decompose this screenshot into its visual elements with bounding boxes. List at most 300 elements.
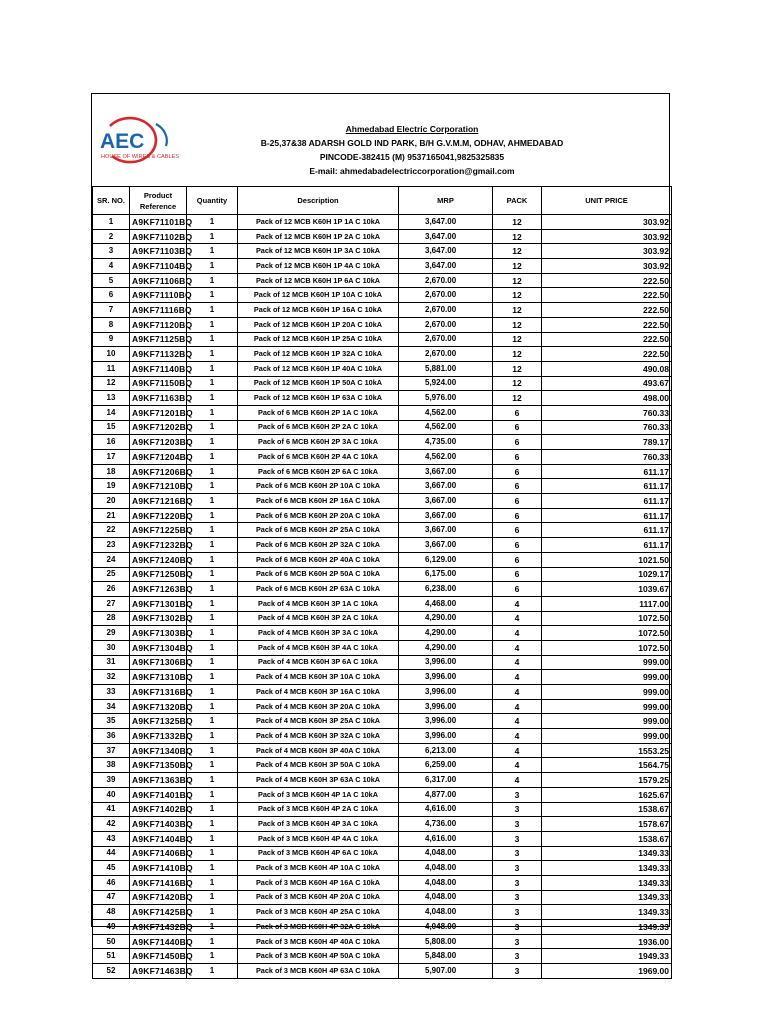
quantity-cell: 1 <box>187 890 238 905</box>
product-reference-cell: A9KF71216BQ <box>130 494 187 509</box>
description-cell: Pack of 12 MCB K60H 1P 16A C 10kA <box>238 303 399 318</box>
mrp-cell: 3,647.00 <box>399 244 493 259</box>
product-reference-cell: A9KF71106BQ <box>130 273 187 288</box>
description-cell: Pack of 12 MCB K60H 1P 4A C 10kA <box>238 259 399 274</box>
table-row <box>93 817 672 832</box>
table-row <box>93 964 672 979</box>
unit-price-cell: 222.50 <box>542 347 672 362</box>
sr-no-cell: 26 <box>93 582 130 597</box>
product-reference-cell: A9KF71210BQ <box>130 479 187 494</box>
quantity-cell: 1 <box>187 611 238 626</box>
sr-no-cell: 48 <box>93 905 130 920</box>
product-reference-cell: A9KF71101BQ <box>130 215 187 230</box>
product-reference-cell: A9KF71416BQ <box>130 875 187 890</box>
pack-cell: 12 <box>493 391 542 406</box>
sr-no-cell: 4 <box>93 259 130 274</box>
pack-cell: 3 <box>493 817 542 832</box>
pack-cell: 12 <box>493 376 542 391</box>
sr-no-cell: 29 <box>93 626 130 641</box>
mrp-cell: 4,048.00 <box>399 905 493 920</box>
product-reference-cell: A9KF71304BQ <box>130 640 187 655</box>
sr-no-cell: 10 <box>93 347 130 362</box>
mrp-cell: 4,468.00 <box>399 596 493 611</box>
pack-cell: 12 <box>493 303 542 318</box>
product-reference-cell: A9KF71302BQ <box>130 611 187 626</box>
price-table <box>92 186 672 979</box>
table-row <box>93 523 672 538</box>
quantity-cell: 1 <box>187 714 238 729</box>
table-row <box>93 934 672 949</box>
pack-cell: 3 <box>493 920 542 935</box>
company-name: Ahmedabad Electric Corporation <box>345 124 479 134</box>
table-row <box>93 685 672 700</box>
mrp-cell: 2,670.00 <box>399 288 493 303</box>
quantity-cell: 1 <box>187 523 238 538</box>
quantity-cell: 1 <box>187 464 238 479</box>
table-row <box>93 743 672 758</box>
sr-no-cell: 31 <box>93 655 130 670</box>
sr-no-cell: 51 <box>93 949 130 964</box>
unit-price-cell: 1349.33 <box>542 861 672 876</box>
pack-cell: 6 <box>493 508 542 523</box>
pack-cell: 3 <box>493 949 542 964</box>
unit-price-cell: 1578.67 <box>542 817 672 832</box>
table-row <box>93 626 672 641</box>
quantity-cell: 1 <box>187 347 238 362</box>
mrp-cell: 6,317.00 <box>399 773 493 788</box>
mrp-cell: 4,877.00 <box>399 787 493 802</box>
description-cell: Pack of 4 MCB K60H 3P 25A C 10kA <box>238 714 399 729</box>
table-row <box>93 229 672 244</box>
logo-tagline: HOUSE OF WIRES & CABLES <box>101 154 180 160</box>
sr-no-cell: 41 <box>93 802 130 817</box>
product-reference-cell: A9KF71403BQ <box>130 817 187 832</box>
product-reference-cell: A9KF71206BQ <box>130 464 187 479</box>
table-row <box>93 846 672 861</box>
description-cell: Pack of 6 MCB K60H 2P 25A C 10kA <box>238 523 399 538</box>
table-row <box>93 787 672 802</box>
quantity-cell: 1 <box>187 787 238 802</box>
unit-price-cell: 760.33 <box>542 420 672 435</box>
unit-price-cell: 789.17 <box>542 435 672 450</box>
quantity-cell: 1 <box>187 567 238 582</box>
sr-no-cell: 1 <box>93 215 130 230</box>
mrp-cell: 3,996.00 <box>399 655 493 670</box>
sr-no-cell: 50 <box>93 934 130 949</box>
sr-no-cell: 11 <box>93 361 130 376</box>
sr-no-cell: 33 <box>93 685 130 700</box>
description-cell: Pack of 6 MCB K60H 2P 50A C 10kA <box>238 567 399 582</box>
unit-price-cell: 611.17 <box>542 538 672 553</box>
table-row <box>93 890 672 905</box>
unit-price-cell: 760.33 <box>542 450 672 465</box>
pack-cell: 3 <box>493 890 542 905</box>
table-row <box>93 802 672 817</box>
mrp-cell: 5,808.00 <box>399 934 493 949</box>
unit-price-cell: 611.17 <box>542 494 672 509</box>
mrp-cell: 3,647.00 <box>399 215 493 230</box>
sr-no-cell: 19 <box>93 479 130 494</box>
product-reference-cell: A9KF71263BQ <box>130 582 187 597</box>
table-row <box>93 288 672 303</box>
header-quantity: Quantity <box>187 187 238 215</box>
quantity-cell: 1 <box>187 817 238 832</box>
mrp-cell: 6,259.00 <box>399 758 493 773</box>
table-row <box>93 552 672 567</box>
pack-cell: 4 <box>493 758 542 773</box>
description-cell: Pack of 12 MCB K60H 1P 10A C 10kA <box>238 288 399 303</box>
pack-cell: 12 <box>493 288 542 303</box>
sr-no-cell: 22 <box>93 523 130 538</box>
quantity-cell: 1 <box>187 743 238 758</box>
product-reference-cell: A9KF71401BQ <box>130 787 187 802</box>
unit-price-cell: 1029.17 <box>542 567 672 582</box>
mrp-cell: 4,048.00 <box>399 920 493 935</box>
product-reference-cell: A9KF71316BQ <box>130 685 187 700</box>
mrp-cell: 3,996.00 <box>399 699 493 714</box>
pack-cell: 6 <box>493 582 542 597</box>
description-cell: Pack of 6 MCB K60H 2P 20A C 10kA <box>238 508 399 523</box>
description-cell: Pack of 12 MCB K60H 1P 3A C 10kA <box>238 244 399 259</box>
sr-no-cell: 37 <box>93 743 130 758</box>
company-address: B-25,37&38 ADARSH GOLD IND PARK, B/H G.V.M.M, ODHAV, AHMEDABAD <box>260 138 564 148</box>
sr-no-cell: 43 <box>93 831 130 846</box>
description-cell: Pack of 12 MCB K60H 1P 32A C 10kA <box>238 347 399 362</box>
description-cell: Pack of 4 MCB K60H 3P 50A C 10kA <box>238 758 399 773</box>
unit-price-cell: 303.92 <box>542 244 672 259</box>
product-reference-cell: A9KF71201BQ <box>130 405 187 420</box>
sr-no-cell: 44 <box>93 846 130 861</box>
description-cell: Pack of 4 MCB K60H 3P 6A C 10kA <box>238 655 399 670</box>
unit-price-cell: 1117.00 <box>542 596 672 611</box>
sr-no-cell: 27 <box>93 596 130 611</box>
mrp-cell: 6,213.00 <box>399 743 493 758</box>
mrp-cell: 6,175.00 <box>399 567 493 582</box>
product-reference-cell: A9KF71120BQ <box>130 317 187 332</box>
mrp-cell: 4,736.00 <box>399 817 493 832</box>
unit-price-cell: 611.17 <box>542 508 672 523</box>
mrp-cell: 3,667.00 <box>399 494 493 509</box>
sr-no-cell: 32 <box>93 670 130 685</box>
sr-no-cell: 30 <box>93 640 130 655</box>
sr-no-cell: 40 <box>93 787 130 802</box>
header-sr-no: SR. NO. <box>93 187 130 215</box>
unit-price-cell: 999.00 <box>542 714 672 729</box>
unit-price-cell: 1949.33 <box>542 949 672 964</box>
table-row <box>93 640 672 655</box>
description-cell: Pack of 12 MCB K60H 1P 63A C 10kA <box>238 391 399 406</box>
unit-price-cell: 303.92 <box>542 259 672 274</box>
product-reference-cell: A9KF71116BQ <box>130 303 187 318</box>
letterhead <box>92 94 669 186</box>
product-reference-cell: A9KF71440BQ <box>130 934 187 949</box>
pack-cell: 12 <box>493 215 542 230</box>
pack-cell: 4 <box>493 640 542 655</box>
sr-no-cell: 42 <box>93 817 130 832</box>
quantity-cell: 1 <box>187 861 238 876</box>
sr-no-cell: 45 <box>93 861 130 876</box>
product-reference-cell: A9KF71432BQ <box>130 920 187 935</box>
unit-price-cell: 1936.00 <box>542 934 672 949</box>
sr-no-cell: 13 <box>93 391 130 406</box>
unit-price-cell: 493.67 <box>542 376 672 391</box>
pack-cell: 4 <box>493 685 542 700</box>
mrp-cell: 2,670.00 <box>399 347 493 362</box>
company-pincode-phone: PINCODE-382415 (M) 9537165041,9825325835 <box>319 152 505 162</box>
pack-cell: 4 <box>493 596 542 611</box>
mrp-cell: 6,129.00 <box>399 552 493 567</box>
quantity-cell: 1 <box>187 875 238 890</box>
pack-cell: 3 <box>493 861 542 876</box>
mrp-cell: 5,848.00 <box>399 949 493 964</box>
unit-price-cell: 303.92 <box>542 229 672 244</box>
description-cell: Pack of 4 MCB K60H 3P 16A C 10kA <box>238 685 399 700</box>
unit-price-cell: 1021.50 <box>542 552 672 567</box>
pack-cell: 4 <box>493 670 542 685</box>
description-cell: Pack of 3 MCB K60H 4P 50A C 10kA <box>238 949 399 964</box>
sr-no-cell: 25 <box>93 567 130 582</box>
aec-logo <box>96 112 180 168</box>
pack-cell: 4 <box>493 655 542 670</box>
mrp-cell: 3,647.00 <box>399 259 493 274</box>
description-cell: Pack of 12 MCB K60H 1P 25A C 10kA <box>238 332 399 347</box>
sr-no-cell: 52 <box>93 964 130 979</box>
description-cell: Pack of 3 MCB K60H 4P 4A C 10kA <box>238 831 399 846</box>
unit-price-cell: 1349.33 <box>542 905 672 920</box>
product-reference-cell: A9KF71450BQ <box>130 949 187 964</box>
unit-price-cell: 999.00 <box>542 655 672 670</box>
mrp-cell: 4,048.00 <box>399 846 493 861</box>
product-reference-cell: A9KF71202BQ <box>130 420 187 435</box>
mrp-cell: 5,907.00 <box>399 964 493 979</box>
quantity-cell: 1 <box>187 215 238 230</box>
table-row <box>93 332 672 347</box>
table-row <box>93 405 672 420</box>
pack-cell: 6 <box>493 450 542 465</box>
description-cell: Pack of 12 MCB K60H 1P 2A C 10kA <box>238 229 399 244</box>
quantity-cell: 1 <box>187 934 238 949</box>
description-cell: Pack of 12 MCB K60H 1P 20A C 10kA <box>238 317 399 332</box>
unit-price-cell: 1072.50 <box>542 640 672 655</box>
unit-price-cell: 1349.33 <box>542 875 672 890</box>
mrp-cell: 5,881.00 <box>399 361 493 376</box>
sr-no-cell: 9 <box>93 332 130 347</box>
quantity-cell: 1 <box>187 317 238 332</box>
table-row <box>93 596 672 611</box>
sr-no-cell: 23 <box>93 538 130 553</box>
sr-no-cell: 18 <box>93 464 130 479</box>
sr-no-cell: 35 <box>93 714 130 729</box>
mrp-cell: 4,562.00 <box>399 420 493 435</box>
quantity-cell: 1 <box>187 640 238 655</box>
pack-cell: 12 <box>493 347 542 362</box>
sr-no-cell: 14 <box>93 405 130 420</box>
table-row <box>93 655 672 670</box>
product-reference-cell: A9KF71363BQ <box>130 773 187 788</box>
quantity-cell: 1 <box>187 670 238 685</box>
description-cell: Pack of 3 MCB K60H 4P 25A C 10kA <box>238 905 399 920</box>
table-row <box>93 361 672 376</box>
quantity-cell: 1 <box>187 802 238 817</box>
description-cell: Pack of 3 MCB K60H 4P 3A C 10kA <box>238 817 399 832</box>
sr-no-cell: 15 <box>93 420 130 435</box>
table-row <box>93 317 672 332</box>
mrp-cell: 2,670.00 <box>399 317 493 332</box>
pack-cell: 12 <box>493 332 542 347</box>
sr-no-cell: 5 <box>93 273 130 288</box>
mrp-cell: 3,996.00 <box>399 685 493 700</box>
mrp-cell: 4,048.00 <box>399 890 493 905</box>
table-row <box>93 875 672 890</box>
unit-price-cell: 1349.33 <box>542 920 672 935</box>
company-email: E-mail: ahmedabadelectriccorporation@gmail.com <box>309 166 515 176</box>
mrp-cell: 3,647.00 <box>399 229 493 244</box>
sr-no-cell: 12 <box>93 376 130 391</box>
mrp-cell: 4,048.00 <box>399 861 493 876</box>
quantity-cell: 1 <box>187 964 238 979</box>
product-reference-cell: A9KF71306BQ <box>130 655 187 670</box>
mrp-cell: 2,670.00 <box>399 273 493 288</box>
quantity-cell: 1 <box>187 303 238 318</box>
pack-cell: 3 <box>493 831 542 846</box>
product-reference-cell: A9KF71402BQ <box>130 802 187 817</box>
table-row <box>93 582 672 597</box>
pack-cell: 4 <box>493 743 542 758</box>
description-cell: Pack of 4 MCB K60H 3P 2A C 10kA <box>238 611 399 626</box>
sr-no-cell: 28 <box>93 611 130 626</box>
product-reference-cell: A9KF71463BQ <box>130 964 187 979</box>
description-cell: Pack of 6 MCB K60H 2P 2A C 10kA <box>238 420 399 435</box>
sr-no-cell: 17 <box>93 450 130 465</box>
unit-price-cell: 222.50 <box>542 273 672 288</box>
description-cell: Pack of 4 MCB K60H 3P 3A C 10kA <box>238 626 399 641</box>
description-cell: Pack of 4 MCB K60H 3P 32A C 10kA <box>238 729 399 744</box>
product-reference-cell: A9KF71404BQ <box>130 831 187 846</box>
pack-cell: 12 <box>493 273 542 288</box>
description-cell: Pack of 12 MCB K60H 1P 50A C 10kA <box>238 376 399 391</box>
unit-price-cell: 999.00 <box>542 729 672 744</box>
product-reference-cell: A9KF71125BQ <box>130 332 187 347</box>
sr-no-cell: 39 <box>93 773 130 788</box>
pack-cell: 12 <box>493 244 542 259</box>
description-cell: Pack of 3 MCB K60H 4P 20A C 10kA <box>238 890 399 905</box>
product-reference-cell: A9KF71232BQ <box>130 538 187 553</box>
quantity-cell: 1 <box>187 729 238 744</box>
quantity-cell: 1 <box>187 479 238 494</box>
sr-no-cell: 20 <box>93 494 130 509</box>
product-reference-cell: A9KF71250BQ <box>130 567 187 582</box>
description-cell: Pack of 4 MCB K60H 3P 1A C 10kA <box>238 596 399 611</box>
product-reference-cell: A9KF71225BQ <box>130 523 187 538</box>
quantity-cell: 1 <box>187 831 238 846</box>
description-cell: Pack of 3 MCB K60H 4P 16A C 10kA <box>238 875 399 890</box>
pack-cell: 4 <box>493 729 542 744</box>
quantity-cell: 1 <box>187 655 238 670</box>
mrp-cell: 4,616.00 <box>399 802 493 817</box>
table-row <box>93 699 672 714</box>
sr-no-cell: 21 <box>93 508 130 523</box>
logo-letters: AEC <box>100 130 145 153</box>
product-reference-cell: A9KF71410BQ <box>130 861 187 876</box>
mrp-cell: 4,562.00 <box>399 405 493 420</box>
sr-no-cell: 2 <box>93 229 130 244</box>
header-description: Description <box>238 187 399 215</box>
description-cell: Pack of 3 MCB K60H 4P 2A C 10kA <box>238 802 399 817</box>
table-row <box>93 567 672 582</box>
sr-no-cell: 16 <box>93 435 130 450</box>
header-pack: PACK <box>493 187 542 215</box>
pack-cell: 6 <box>493 435 542 450</box>
product-reference-cell: A9KF71203BQ <box>130 435 187 450</box>
table-row <box>93 611 672 626</box>
mrp-cell: 3,667.00 <box>399 508 493 523</box>
table-row <box>93 508 672 523</box>
unit-price-cell: 999.00 <box>542 699 672 714</box>
mrp-cell: 3,667.00 <box>399 538 493 553</box>
description-cell: Pack of 6 MCB K60H 2P 6A C 10kA <box>238 464 399 479</box>
description-cell: Pack of 3 MCB K60H 4P 40A C 10kA <box>238 934 399 949</box>
product-reference-cell: A9KF71132BQ <box>130 347 187 362</box>
sr-no-cell: 49 <box>93 920 130 935</box>
unit-price-cell: 222.50 <box>542 303 672 318</box>
description-cell: Pack of 6 MCB K60H 2P 63A C 10kA <box>238 582 399 597</box>
pack-cell: 3 <box>493 934 542 949</box>
sr-no-cell: 6 <box>93 288 130 303</box>
quantity-cell: 1 <box>187 494 238 509</box>
unit-price-cell: 999.00 <box>542 670 672 685</box>
mrp-cell: 4,735.00 <box>399 435 493 450</box>
description-cell: Pack of 4 MCB K60H 3P 63A C 10kA <box>238 773 399 788</box>
quantity-cell: 1 <box>187 288 238 303</box>
table-row <box>93 949 672 964</box>
table-row <box>93 773 672 788</box>
unit-price-cell: 1538.67 <box>542 802 672 817</box>
table-row <box>93 347 672 362</box>
quantity-cell: 1 <box>187 376 238 391</box>
pack-cell: 12 <box>493 229 542 244</box>
quantity-cell: 1 <box>187 244 238 259</box>
mrp-cell: 4,290.00 <box>399 640 493 655</box>
mrp-cell: 2,670.00 <box>399 332 493 347</box>
sr-no-cell: 3 <box>93 244 130 259</box>
table-header-row <box>93 187 672 215</box>
mrp-cell: 3,667.00 <box>399 479 493 494</box>
table-row <box>93 244 672 259</box>
description-cell: Pack of 3 MCB K60H 4P 63A C 10kA <box>238 964 399 979</box>
description-cell: Pack of 12 MCB K60H 1P 6A C 10kA <box>238 273 399 288</box>
product-reference-cell: A9KF71240BQ <box>130 552 187 567</box>
description-cell: Pack of 3 MCB K60H 4P 10A C 10kA <box>238 861 399 876</box>
sr-no-cell: 38 <box>93 758 130 773</box>
pack-cell: 6 <box>493 405 542 420</box>
quantity-cell: 1 <box>187 420 238 435</box>
mrp-cell: 4,562.00 <box>399 450 493 465</box>
unit-price-cell: 490.08 <box>542 361 672 376</box>
unit-price-cell: 1625.67 <box>542 787 672 802</box>
product-reference-cell: A9KF71350BQ <box>130 758 187 773</box>
pack-cell: 4 <box>493 714 542 729</box>
table-row <box>93 670 672 685</box>
quantity-cell: 1 <box>187 273 238 288</box>
pack-cell: 12 <box>493 259 542 274</box>
quantity-cell: 1 <box>187 259 238 274</box>
sr-no-cell: 36 <box>93 729 130 744</box>
pack-cell: 12 <box>493 317 542 332</box>
mrp-cell: 4,048.00 <box>399 875 493 890</box>
table-row <box>93 494 672 509</box>
table-row <box>93 376 672 391</box>
table-row <box>93 831 672 846</box>
